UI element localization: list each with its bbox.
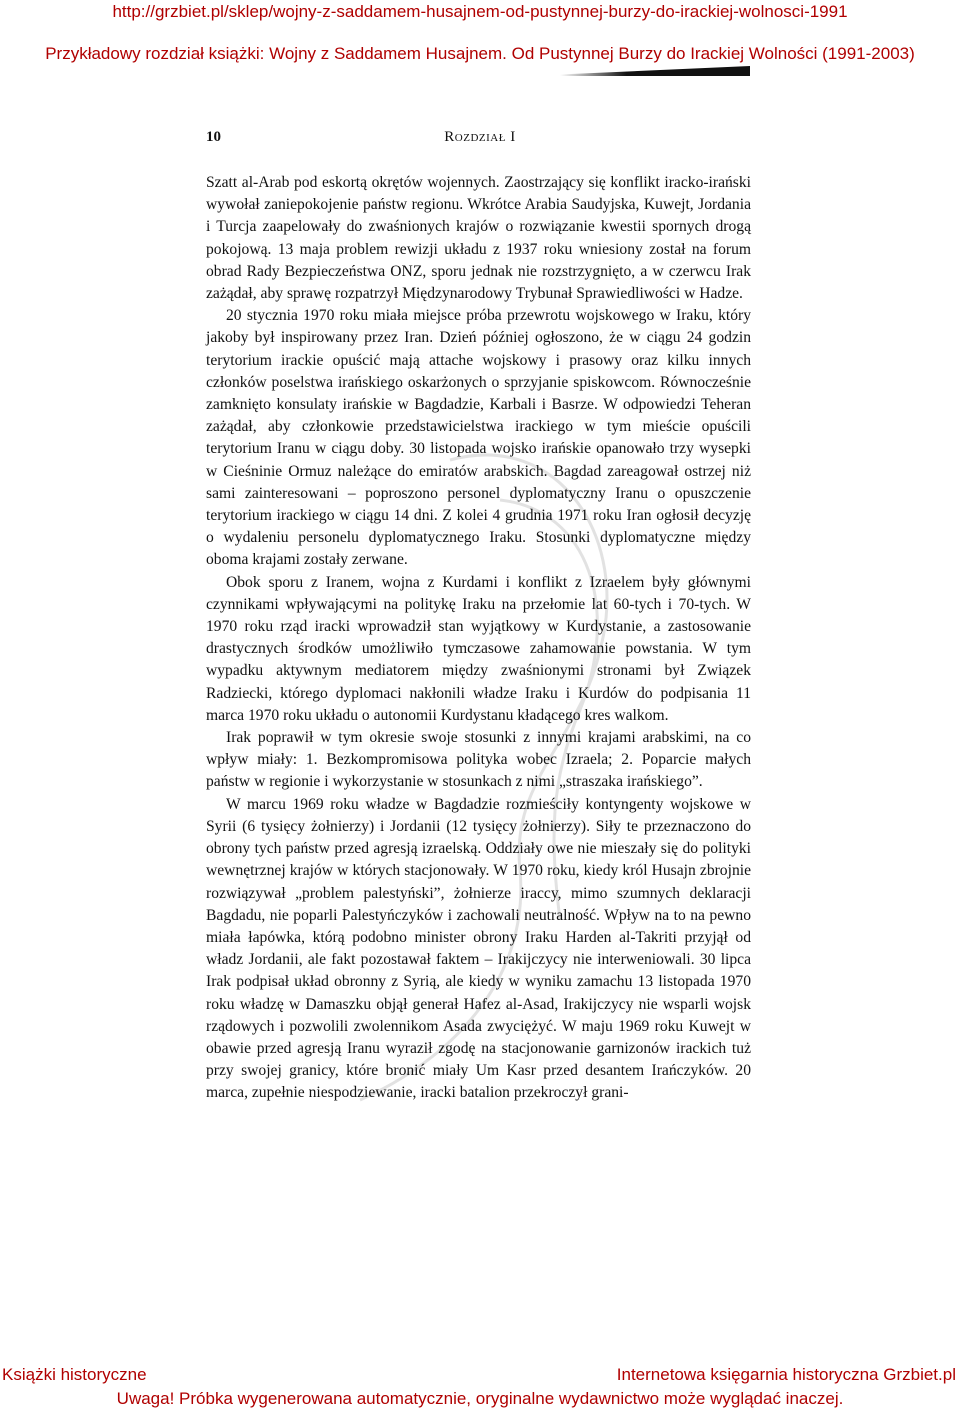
footer-disclaimer: Uwaga! Próbka wygenerowana automatycznie, oryginalne wydawnictwo może wyglądać inaczej. [116,1389,844,1408]
paragraph: 20 stycznia 1970 roku miała miejsce próba przewrotu wojskowego w Iraku, który jakoby był inspirowany przez Iran. Dzień później ogłoszono, że w ciągu 24 godzin terytorium irackie opuścić mają attache wojskowy i prasowy oraz kilku innych członków poselstwa irańskiego oskarżonych o sprzyjanie spiskowcom. Równocześnie zamknięto konsulaty irańskie w Bagdadzie, Karbali i Basrze. W odpowiedzi Teheran zażądał, aby członkowie przedstawicielstwa irackiego w tym mieście opuścili terytorium Iranu w ciągu doby. 30 listopada wojsko irańskie opanowało trzy wysepki w Cieśninie Ormuz należące do emiratów arabskich. Bagdad zareagował ostrzej niż sami zainteresowani – poproszono personel dyplomatyczny Iranu o opuszczenie terytorium irackiego w ciągu 14 dni. Z kolei 4 grudnia 1971 roku Iran ogłosił decyzję o wydaleniu personelu dyplomatycznego Iraku. Stosunki dyplomatyczne między oboma krajami zostały zerwane. [206,307,751,569]
source-url[interactable]: http://grzbiet.pl/sklep/wojny-z-saddamem-husajnem-od-pustynnej-burzy-do-irackiej-wolnosci-1991 [112,2,848,21]
paragraph: Irak poprawił w tym okresie swoje stosunki z innymi krajami arabskimi, na co wpływ miały: 1. Bezkompromisowa polityka wobec Izraela; 2. Poparcie małych państw w regionie i wykorzystanie w stosunkach z nimi „straszaka irańskiego”. [206,729,751,791]
footer-right-link[interactable]: Internetowa księgarnia historyczna Grzbiet.pl [616,1365,956,1384]
footer-left-link[interactable]: Książki historyczne [2,1365,147,1384]
paragraph: Obok sporu z Iranem, wojna z Kurdami i konflikt z Izraelem były głównymi czynnikami wpływającymi na politykę Iraku na przełomie lat 60-tych i 70-tych. W 1970 roku rząd iracki wprowadził stan wyjątkowy w Kurdystanie, a zastosowanie drastycznych środków umożliwiło tymczasowe zahamowanie powstania. W tym wypadku aktywnym mediatorem między zwaśnionymi stronami był Związek Radziecki, którego dyplomaci nakłonili władze Iraku i Kurdów do podpisania 11 marca 1970 roku układu o autonomii Kurdystanu kładącego kres walkom. [206,573,751,724]
sample-chapter-title: Przykładowy rozdział książki: Wojny z Saddamem Husajnem. Od Pustynnej Burzy do Irackiej Wolności (1991-2003) [45,44,915,63]
header-rule [560,66,750,76]
page-number: 10 [206,129,221,145]
page-body [206,172,751,1105]
running-head: Rozdział I [444,129,516,145]
paragraph: W marcu 1969 roku władze w Bagdadzie rozmieściły kontyngenty wojskowe w Syrii (6 tysięcy żołnierzy) i Jordanii (12 tysięcy żołnierzy). Siły te przeznaczono do obrony tych państw przed agresją izraelską. Oddziały owe nie mieszały się do polityki wewnętrznej krajów w których stacjonowały. W 1970 roku, kiedy król Husajn zbrojnie rozwiązywał „problem palestyński”, żołnierze iraccy, mimo szumnych deklaracji Bagdadu, nie poparli Palestyńczyków i zachowali neutralność. Wpływ na to na pewno miała łapówka, którą podobno minister obrony Iraku Harden al-Takriti przyjął od władz Jordanii, ale fakt pozostawał faktem – Irakijczycy nie interweniowali. 30 lipca Irak podpisał układ obronny z Syrią, ale kiedy w wyniku zamachu 13 listopada 1970 roku władzę w Damaszku objął generał Hafez al-Asad, Irakijczycy nie wsparli wojsk rządowych i pozwolili zwolennikom Asada zwyciężyć. W maju 1969 roku Kuwejt w obawie przed agresją Iranu wyraził zgodę na stacjonowanie garnizonów irackich tuż przy swojej granicy, które bronić miały Um Kasr przed desantem Irańczyków. 20 marca, zupełnie niespodziewanie, iracki batalion przekroczył grani- [206,795,751,1102]
paragraph: Szatt al-Arab pod eskortą okrętów wojennych. Zaostrzający się konflikt iracko-irański wywołał zaniepokojenie państw regionu. Wkrótce Arabia Saudyjska, Kuwejt, Jordania i Turcja zaapelowały do zwaśnionych krajów o rozwiązanie kwestii spornych drogą pokojową. 13 maja problem rewizji układu z 1937 roku wniesiony został na forum obrad Rady Bezpieczeństwa ONZ, sporu jednak nie rozstrzygnięto, a w czerwcu Irak zażądał, aby sprawę rozpatrzył Międzynarodowy Trybunał Sprawiedliwości w Hadze. [206,174,751,303]
